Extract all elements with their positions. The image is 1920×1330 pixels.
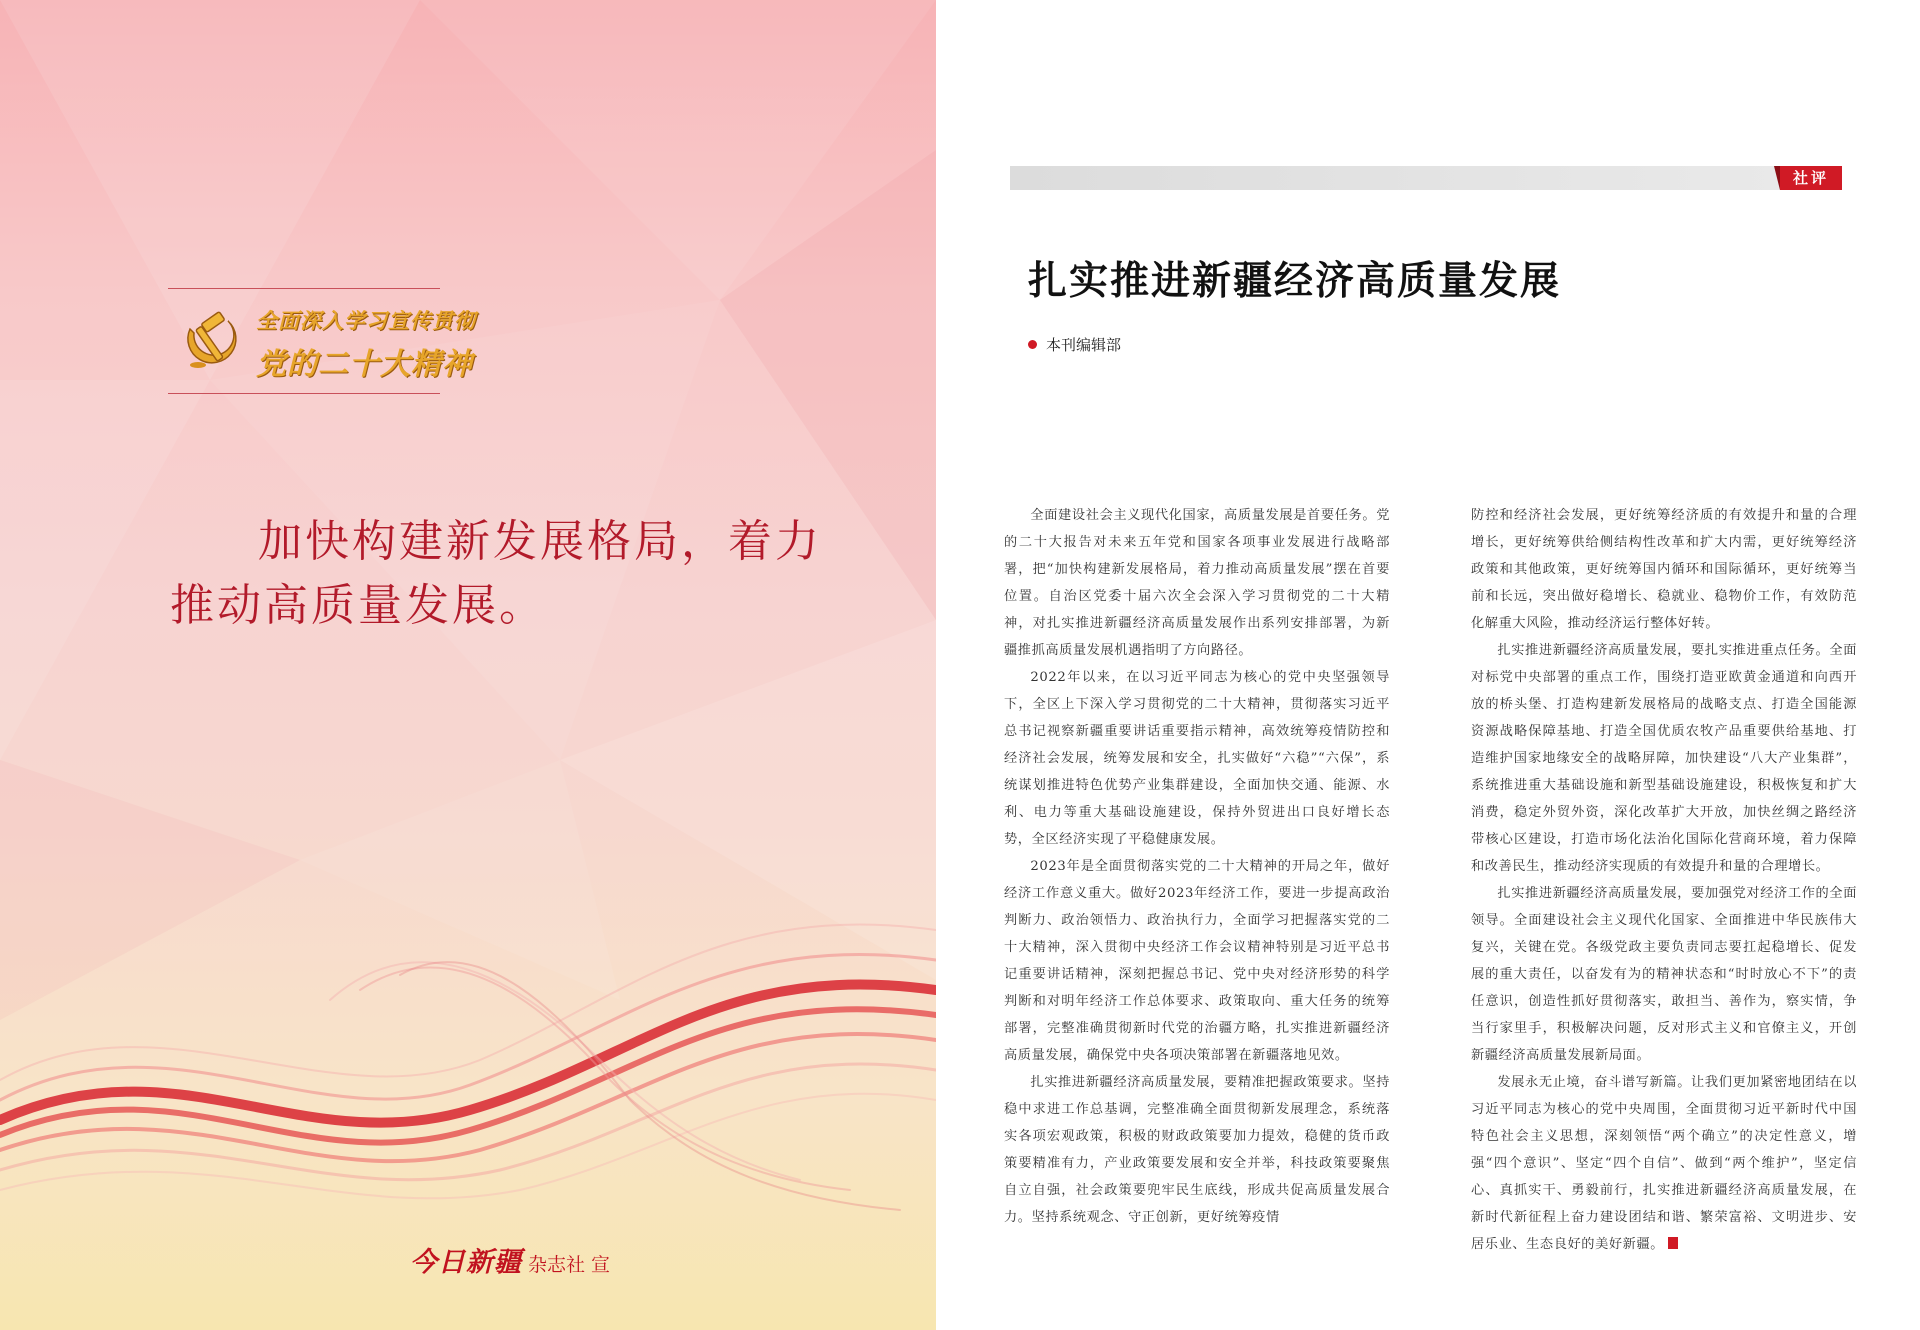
badge-line-2: 党的二十大精神 [256, 347, 473, 382]
end-of-article-mark-icon [1668, 1237, 1678, 1249]
article-page [936, 0, 1920, 1330]
bullet-dot-icon [1028, 340, 1037, 349]
magazine-logo: 今日新疆 [410, 1247, 522, 1278]
article-paragraph: 扎实推进新疆经济高质量发展，要扎实推进重点任务。全面对标党中央部署的重点工作，围绕打造亚欧黄金通道和向西开放的桥头堡、打造构建新发展格局的战略支点、打造全国能源资源战略保障基地、打造全国优质农牧产品重要供给基地、打造维护国家地缘安全的战略屏障，加快建设“八大产业集群”，系统推进重大基础设施和新型基础设施建设，积极恢复和扩大消费，稳定外贸外资，深化改革扩大开放，加快丝绸之路经济带核心区建设，打造市场化法治化国际化营商环境，着力保障和改善民生，推动经济实现质的有效提升和量的合理增长。 [1471, 643, 1857, 874]
article-paragraph: 全面建设社会主义现代化国家，高质量发展是首要任务。党的二十大报告对未来五年党和国家各项事业发展进行战略部署，把“加快构建新发展格局，着力推动高质量发展”摆在首要位置。自治区党委十届六次全会深入学习贯彻党的二十大精神，对扎实推进新疆经济高质量发展作出系列安排部署，为新疆推抓高质量发展机遇指明了方向路径。 [1004, 508, 1390, 658]
poster-page [0, 0, 936, 1330]
byline [1028, 334, 1121, 355]
article-paragraph-final [1471, 1069, 1857, 1258]
badge-line-1: 全面深入学习宣传贯彻 [256, 309, 476, 333]
final-paragraph-text: 发展永无止境，奋斗谱写新篇。让我们更加紧密地团结在以习近平同志为核心的党中央周围，全面贯彻习近平新时代中国特色社会主义思想，深刻领悟“两个确立”的决定性意义，增强“四个意识”、坚定“四个自信”、做到“两个维护”，坚定信心、真抓实干、勇毅前行，扎实推进新疆经济高质量发展，在新时代新征程上奋力建设团结和谐、繁荣富裕、文明进步、安居乐业、生态良好的美好新疆。 [1471, 1075, 1857, 1252]
byline-author: 本刊编辑部 [1046, 336, 1122, 354]
section-tag: 社评 [1780, 166, 1842, 190]
article-column-right [1471, 502, 1857, 1258]
red-ribbon-waves [0, 0, 936, 1330]
article-paragraph: 扎实推进新疆经济高质量发展，要加强党对经济工作的全面领导。全面建设社会主义现代化国家、全面推进中华民族伟大复兴，关键在党。各级党政主要负责同志要扛起稳增长、促发展的重大责任，以奋发有为的精神状态和“时时放心不下”的责任意识，创造性抓好贯彻落实，敢担当、善作为，察实情，争当行家里手，积极解决问题，反对形式主义和官僚主义，开创新疆经济高质量发展新局面。 [1471, 886, 1857, 1063]
article-paragraph-continued: 防控和经济社会发展，更好统筹经济质的有效提升和量的合理增长，更好统筹供给侧结构性改革和扩大内需，更好统筹经济政策和其他政策，更好统筹国内循环和国际循环，更好统筹当前和长远，突出做好稳增长、稳就业、稳物价工作，有效防范化解重大风险，推动经济运行整体好转。 [1471, 508, 1857, 631]
header-rule-bar [1010, 166, 1780, 190]
slogan-text: 加快构建新发展格局，着力推动高质量发展。 [170, 516, 822, 631]
hammer-sickle-emblem-icon [176, 307, 246, 377]
publisher-footer [410, 1240, 610, 1279]
article-paragraph: 2023年是全面贯彻落实党的二十大精神的开局之年，做好经济工作意义重大。做好2023年经济工作，要进一步提高政治判断力、政治领悟力、政治执行力，全面学习把握落实党的二十大精神，深入贯彻中央经济工作会议精神特别是习近平总书记重要讲话精神，深刻把握总书记、党中央对经济形势的科学判断和对明年经济工作总体要求、政策取向、重大任务的统筹部署，完整准确贯彻新时代党的治疆方略，扎实推进新疆经济高质量发展，确保党中央各项决策部署在新疆落地见效。 [1004, 859, 1390, 1063]
article-paragraph: 扎实推进新疆经济高质量发展，要精准把握政策要求。坚持稳中求进工作总基调，完整准确全面贯彻新发展理念，系统落实各项宏观政策，积极的财政政策要加力提效，稳健的货币政策要精准有力，产业政策要发展和安全并举，科技政策要聚焦自立自强，社会政策要兜牢民生底线，形成共促高质量发展合力。坚持系统观念、守正创新，更好统筹疫情 [1004, 1075, 1390, 1225]
article-title: 扎实推进新疆经济高质量发展 [1028, 259, 1562, 304]
article-column-left [1004, 502, 1390, 1231]
article-paragraph: 2022年以来，在以习近平同志为核心的党中央坚强领导下，全区上下深入学习贯彻党的二十大精神，贯彻落实习近平总书记视察新疆重要讲话重要指示精神，高效统筹疫情防控和经济社会发展，统筹发展和安全，扎实做好“六稳”“六保”，系统谋划推进特色优势产业集群建设，全面加快交通、能源、水利、电力等重大基础设施建设，保持外贸进出口良好增长态势，全区经济实现了平稳健康发展。 [1004, 670, 1390, 847]
publisher-note: 杂志社 宣 [528, 1254, 611, 1276]
theme-badge [168, 288, 476, 394]
